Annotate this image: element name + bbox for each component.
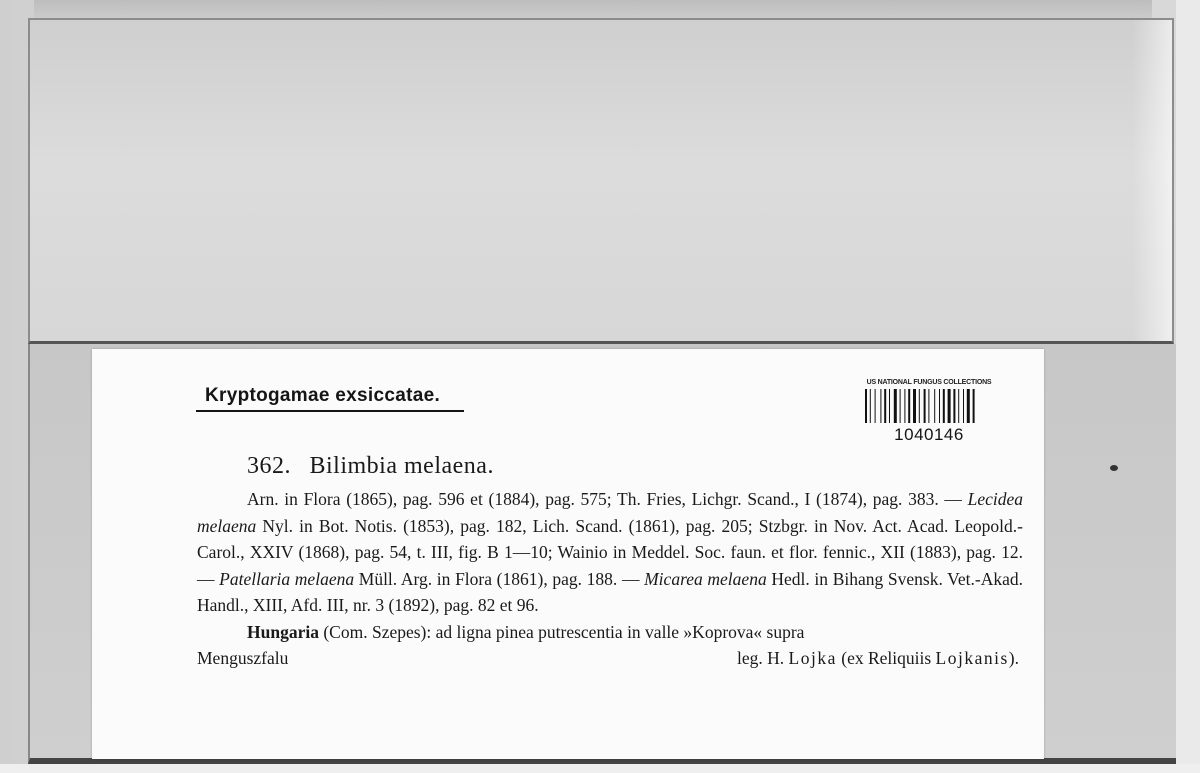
locality-paragraph [197, 619, 1023, 646]
collector-credit [737, 645, 1023, 672]
scan-margin-right [1176, 0, 1200, 773]
locality-description: (Com. Szepes): ad ligna pinea putrescentia in valle »Koprova« supra [318, 621, 805, 642]
citation-paragraph [197, 486, 1023, 619]
citation-synonym: Lecidea melaena [197, 489, 1023, 536]
barcode-image [863, 389, 995, 423]
citation-segment: Hedl. in Bihang Svensk. Vet.-Akad. Handl., XIII, Afd. III, nr. 3 (1892), pag. 82 et 96. [197, 568, 1023, 615]
series-title-underline [196, 410, 464, 412]
locality-place: Menguszfalu [197, 648, 289, 668]
folder-speck [1110, 465, 1118, 471]
collector-end: ). [1008, 648, 1019, 668]
scan-margin-bottom [0, 764, 1200, 773]
collector-prefix: leg. H. [737, 648, 789, 668]
folder-top-flap [28, 18, 1174, 344]
collector-name: Lojka [788, 648, 837, 668]
species-heading [247, 453, 1023, 480]
barcode-caption: US NATIONAL FUNGUS COLLECTIONS [866, 379, 992, 386]
species-number: 362. [247, 453, 291, 479]
barcode-sticker [858, 379, 1000, 445]
collector-suffix: (ex Reliquiis [836, 648, 936, 668]
citation-segment: Nyl. in Bot. Notis. (1853), pag. 182, Lich. Scand. (1861), pag. 205; Stzbgr. in Nov. Act. Acad. Leopold.-Carol., XXIV (1868), pag. 54, t. III, fig. B 1—10; Wainio in Meddel. Soc. faun. et flor. fennic., XII (1883), pag. 12. — [197, 515, 1023, 589]
locality-region: Hungaria [247, 621, 319, 642]
series-title: Kryptogamae exsiccatae. [205, 385, 441, 406]
label-text [197, 453, 1023, 672]
species-name: Bilimbia melaena. [309, 453, 494, 479]
citation-synonym: Micarea melaena [644, 568, 767, 589]
barcode-number: 1040146 [894, 425, 964, 444]
locality-last-line [197, 645, 1023, 672]
citation-synonym: Patellaria melaena [219, 568, 355, 589]
collection-name: Lojkanis [935, 648, 1009, 668]
citation-segment: Arn. in Flora (1865), pag. 596 et (1884), pag. 575; Th. Fries, Lichgr. Scand., I (1874), pag. 383. — [247, 489, 968, 509]
citation-segment: Müll. Arg. in Flora (1861), pag. 188. — [354, 568, 645, 589]
specimen-label [92, 349, 1044, 759]
